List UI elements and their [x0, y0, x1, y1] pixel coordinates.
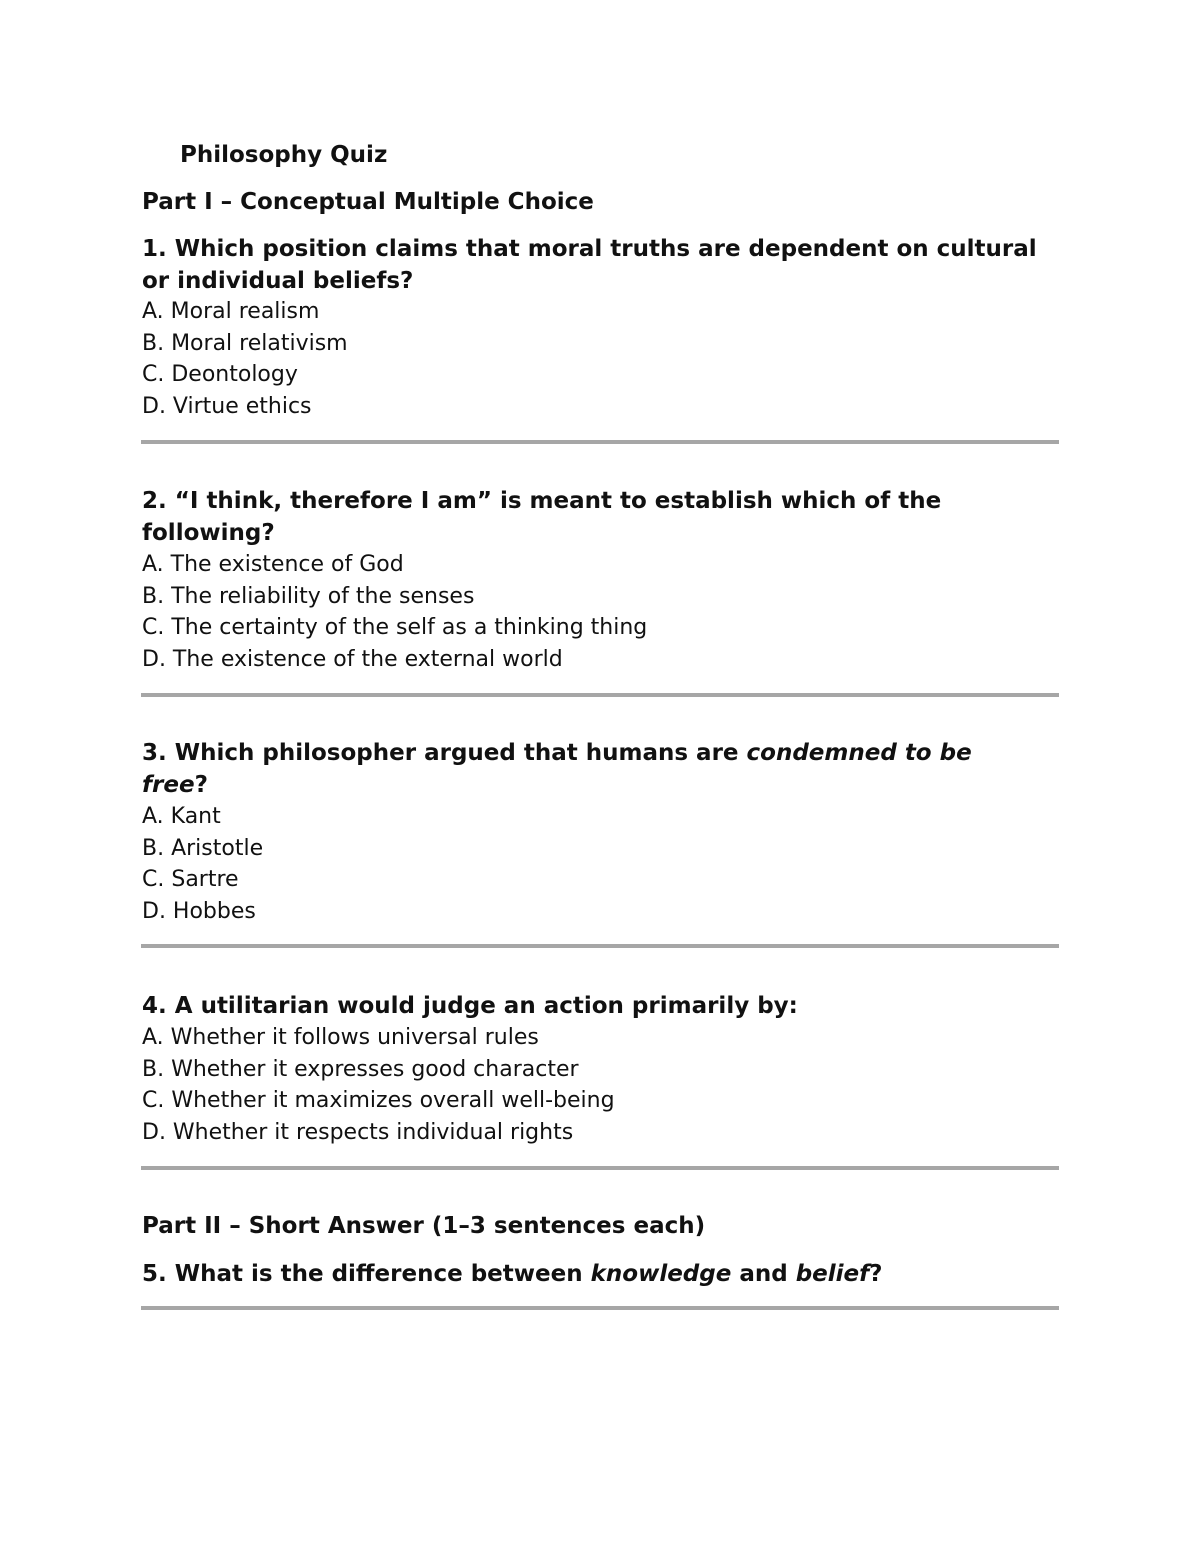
question-number: 3.: [142, 740, 167, 766]
option-b: B. Moral relativism: [142, 330, 348, 356]
question-mark: ?: [194, 771, 208, 798]
option-a: A. The existence of God: [142, 552, 404, 577]
option-a: A. Kant: [142, 804, 221, 829]
document-title: Philosophy Quiz: [180, 142, 388, 168]
question-text: What is the difference between: [166, 1261, 591, 1287]
answer-line: [141, 944, 1059, 948]
answer-line: [141, 1306, 1059, 1310]
option-c: C. Deontology: [142, 362, 298, 387]
option-d: D. The existence of the external world: [142, 646, 563, 672]
question-4-text: [142, 991, 1062, 1023]
answer-line: [141, 1166, 1059, 1170]
part-2-heading: Part II – Short Answer (1–3 sentences each): [142, 1213, 706, 1239]
italic-term-belief: belief: [795, 1261, 870, 1287]
question-3-options: [142, 801, 1062, 927]
option-b: B. Whether it expresses good character: [142, 1056, 579, 1082]
italic-phrase: condemned to be: [746, 740, 972, 766]
question-text-and: and: [731, 1261, 796, 1287]
option-c: C. The certainty of the self as a thinking thing: [142, 615, 648, 640]
question-number: 2.: [142, 488, 167, 514]
question-1-text: [142, 234, 1062, 297]
option-b: B. Aristotle: [142, 835, 264, 861]
italic-phrase: free: [142, 771, 195, 798]
question-5-text: [142, 1259, 1062, 1291]
option-c: C. Whether it maximizes overall well-being: [142, 1088, 615, 1113]
question-3-text: [142, 738, 1062, 801]
question-mark: ?: [869, 1261, 883, 1287]
option-d: D. Whether it respects individual rights: [142, 1119, 574, 1145]
option-d: D. Virtue ethics: [142, 393, 312, 419]
option-a: A. Moral realism: [142, 299, 320, 324]
question-2-options: [142, 549, 1062, 675]
question-1-options: [142, 296, 1062, 422]
option-b: B. The reliability of the senses: [142, 583, 475, 609]
question-text-line-2: or individual beliefs?: [142, 267, 414, 294]
answer-line: [141, 440, 1059, 444]
question-text-line-1: Which position claims that moral truths are dependent on cultural: [166, 236, 1037, 262]
question-4-options: [142, 1022, 1062, 1148]
part-1-heading: Part I – Conceptual Multiple Choice: [142, 189, 594, 215]
option-a: A. Whether it follows universal rules: [142, 1025, 539, 1050]
question-text-line-2: following?: [142, 519, 275, 546]
answer-line: [141, 693, 1059, 697]
option-c: C. Sartre: [142, 867, 239, 892]
italic-term-knowledge: knowledge: [590, 1261, 732, 1287]
option-d: D. Hobbes: [142, 898, 256, 924]
question-number: 5.: [142, 1261, 167, 1287]
question-text-line-1: “I think, therefore I am” is meant to establish which of the: [166, 488, 942, 514]
question-text: Which philosopher argued that humans are: [166, 740, 747, 766]
question-text-line-1: A utilitarian would judge an action primarily by:: [166, 993, 798, 1019]
question-number: 1.: [142, 236, 167, 262]
question-number: 4.: [142, 993, 167, 1019]
question-2-text: [142, 486, 1062, 549]
